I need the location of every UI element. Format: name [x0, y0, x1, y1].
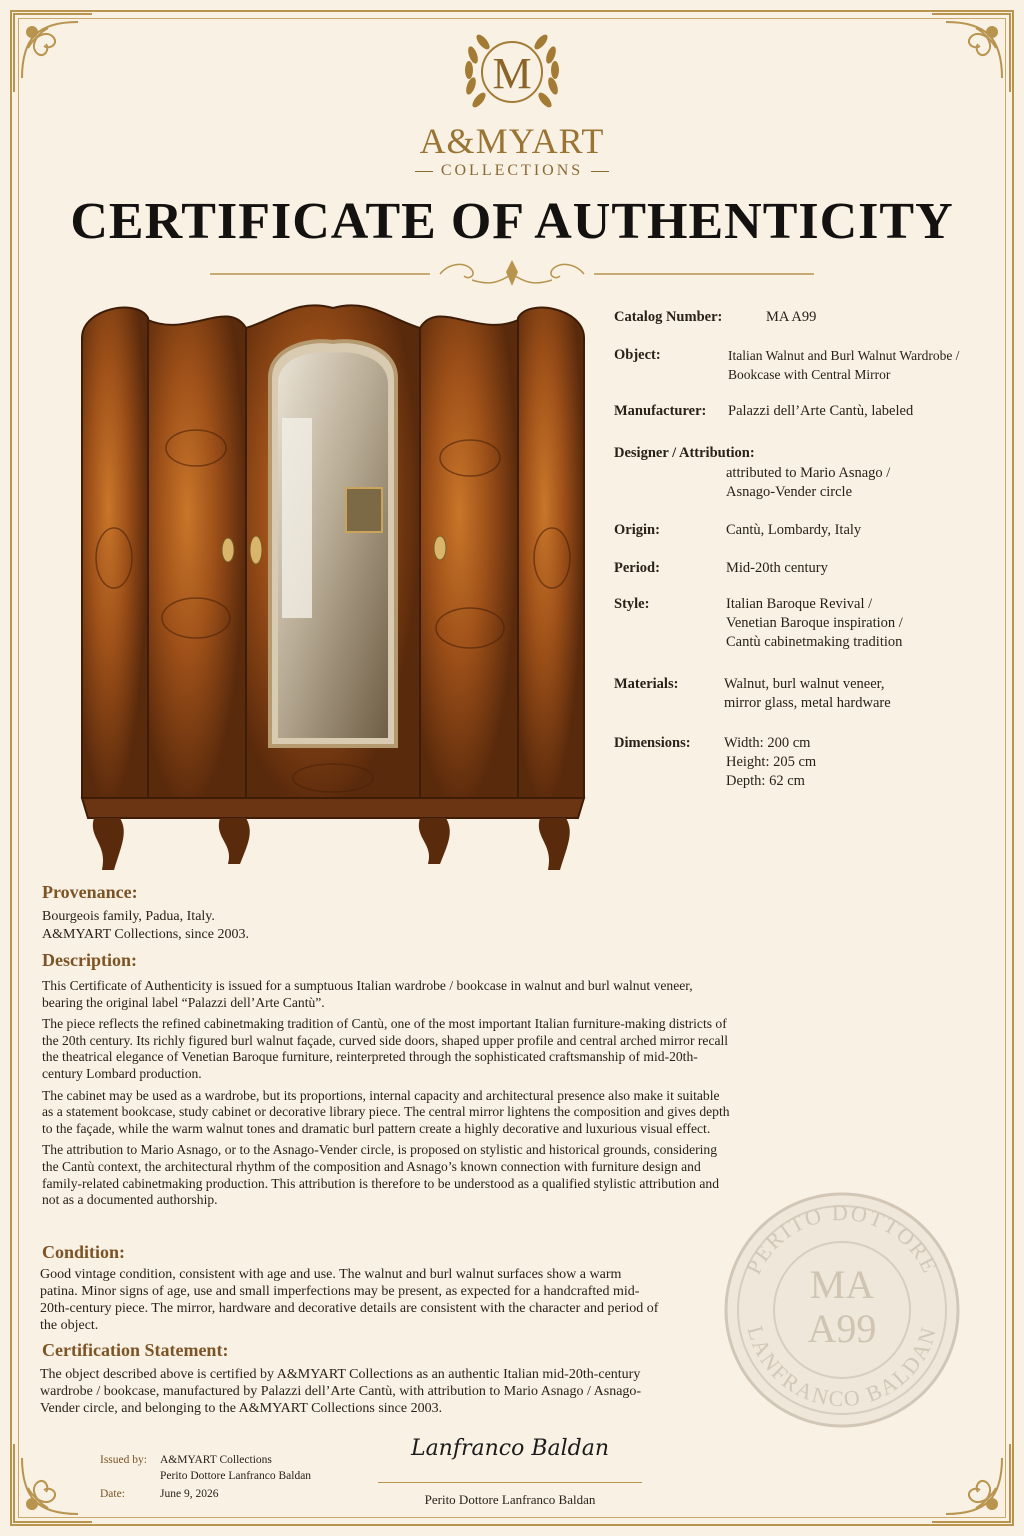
wardrobe-illustration	[78, 298, 588, 878]
brand-name: A&MYART	[419, 121, 605, 161]
certificate-title: CERTIFICATE OF AUTHENTICITY	[70, 193, 954, 250]
statement-text: The object described above is certified by A&MYART Collections as an authentic Italian mid-20th-century wardrobe / bookcase, manufactured by Palazzi dell’Arte Cantù, with attribution to Mario Asnago / Asnago-Vender circle, and belonging to the A&MYART Collections since 2003.	[40, 1367, 642, 1416]
brand-sub: COLLECTIONS	[0, 162, 1024, 180]
provenance-text: Bourgeois family, Padua, Italy. A&MYART Collections, since 2003.	[42, 909, 249, 942]
embossed-seal	[722, 1190, 962, 1430]
description-heading: Description:	[42, 950, 137, 970]
brand-logo	[0, 30, 1024, 180]
condition-heading: Condition:	[42, 1242, 126, 1262]
svg-text:LANFRANCO BALDAN: LANFRANCO BALDAN	[742, 1322, 942, 1412]
ornamental-divider-icon	[210, 256, 814, 292]
svg-text:MA: MA	[809, 1262, 875, 1307]
signature: Lanfranco Baldan	[410, 1436, 610, 1461]
signature-line	[378, 1482, 642, 1483]
corner-ornament-icon	[926, 1438, 1016, 1528]
svg-text:A99: A99	[807, 1306, 877, 1351]
monogram: M	[492, 49, 532, 98]
description-text: This Certificate of Authenticity is issued for a sumptuous Italian wardrobe / bookcase in walnut and burl walnut veneer, bearing the original label “Palazzi dell’Arte Cantù”. The piece reflects the refined cabinetmaking tradition of Cantù, one of the most important Italian furniture-making districts of the 20th century. Its richly figured burl walnut façade, curved side doors, shaped upper profile and central arched mirror recall the theatrical elegance of Venetian Baroque furniture, reinterpreted through the sophisticated craftsmanship of mid-20th-century Lombard production. The cabinet may be used as a wardrobe, but its proportions, internal capacity and architectural presence also make it suitable as a statement bookcase, study cabinet or decorative library piece. The central mirror lightens the composition and gives depth to the façade, while the warm walnut tones and dramatic burl pattern create a highly decorative and luxurious visual effect. The attribution to Mario Asnago, or to the Asnago-Vender circle, is proposed on stylistic and historical grounds, considering the Cantù context, the architectural rhythm of the composition and Asnago’s known connection with furniture design and family-related cabinetmaking production. This attribution is therefore to be understood as a qualified stylistic attribution and not as a documented authorship.	[42, 978, 730, 1208]
laurel-wreath-icon	[457, 30, 567, 122]
provenance-heading: Provenance:	[42, 882, 138, 902]
statement-heading: Certification Statement:	[42, 1340, 229, 1360]
signer-name: Perito Dottore Lanfranco Baldan	[424, 1492, 596, 1507]
corner-ornament-icon	[8, 1438, 98, 1528]
condition-text: Good vintage condition, consistent with age and use. The walnut and burl walnut surfaces show a warm patina. Minor signs of age, use and small imperfections may be present, as expected for a handcrafted mid-20th-century piece. The mirror, hardware and decorative details are consistent with the character and period of the object.	[40, 1267, 659, 1333]
svg-text:PERITO DOTTORE: PERITO DOTTORE	[740, 1199, 944, 1279]
